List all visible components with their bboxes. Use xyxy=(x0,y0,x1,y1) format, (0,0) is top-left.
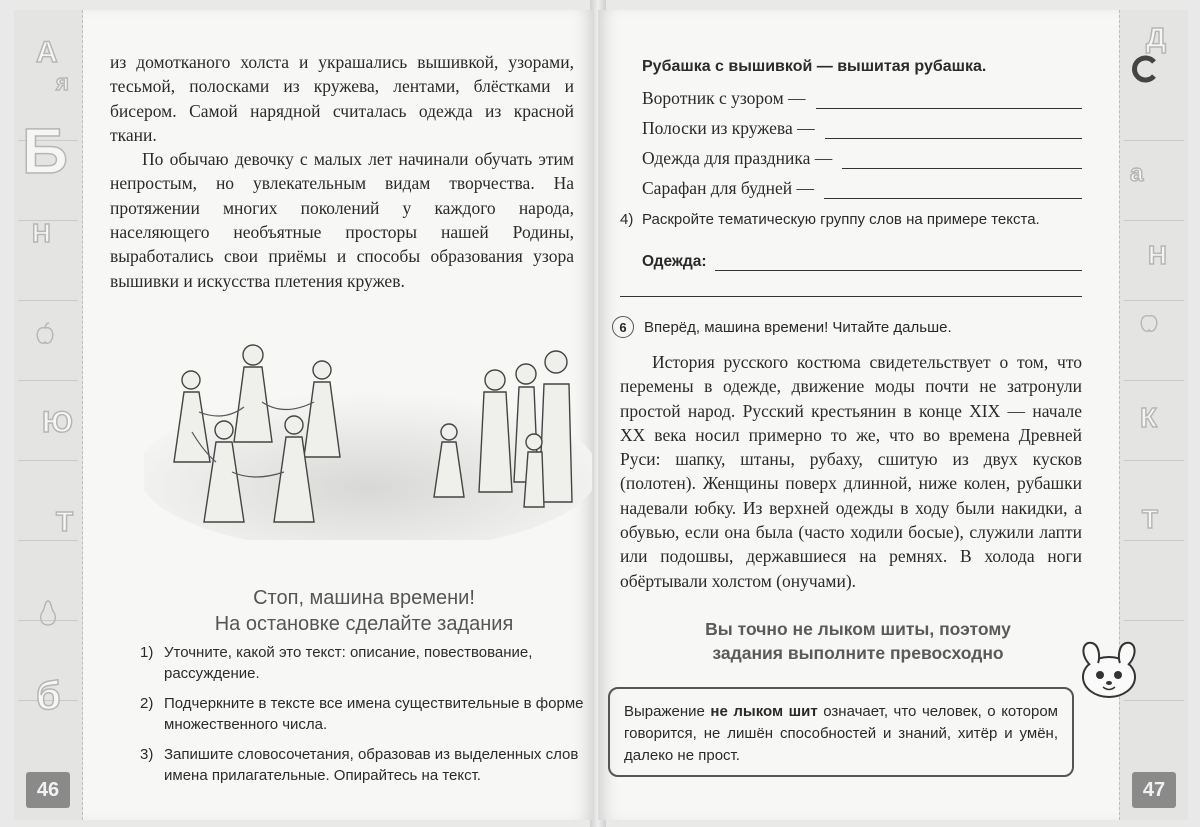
step-number-badge: 6 xyxy=(612,316,634,338)
note-idiom: не лыком шит xyxy=(710,703,818,720)
task-item xyxy=(620,210,1090,230)
task-text: Раскройте тематическую группу слов на примере текста. xyxy=(642,211,1040,228)
task-text: Подчеркните в тексте все имена существительные в форме множественного числа. xyxy=(164,695,584,733)
bunny-mascot-icon xyxy=(1072,635,1146,701)
right-text xyxy=(620,350,1082,593)
answer-line[interactable] xyxy=(620,296,1082,297)
page-number: 46 xyxy=(26,772,70,808)
margin-letter: Д xyxy=(1146,22,1166,53)
apple-icon xyxy=(34,322,56,346)
margin-letter: К xyxy=(1140,402,1158,433)
c-shape-icon xyxy=(1130,54,1160,84)
step-title: Вперёд, машина времени! Читайте дальше. xyxy=(644,318,952,336)
margin-letter: А xyxy=(36,36,58,69)
note-text: Выражение xyxy=(624,703,711,720)
stop-heading-line: Стоп, машина времени! xyxy=(253,587,475,609)
fill-label: Воротник с узором — xyxy=(642,88,806,108)
margin-letter: я xyxy=(56,70,69,95)
paragraph: По обычаю девочку с малых лет начинали обучать этим непростым, но увлекательным видам творчества. На протяжении многих поколений у каждого народа, населяющего необъятные просторы нашей Родины, выработались свои приёмы и способы образования узора вышивки и искусства плетения кружев. xyxy=(110,149,574,291)
fill-row xyxy=(642,178,1082,199)
example-title: Рубашка с вышивкой — вышитая рубашка. xyxy=(642,58,987,75)
promo-heading xyxy=(628,617,1088,665)
task-number: 4) xyxy=(620,211,634,228)
pear-icon xyxy=(36,598,60,628)
clothing-label: Одежда: xyxy=(642,253,707,270)
fill-row xyxy=(642,88,1082,109)
margin-letter: Т xyxy=(1142,504,1158,534)
task-item xyxy=(140,693,594,735)
step-heading xyxy=(612,316,952,338)
fill-label: Одежда для праздника — xyxy=(642,148,833,168)
stop-heading-line: На остановке сделайте задания xyxy=(214,613,514,635)
task-text: Запишите словосочетания, образовав из выделенных слов имена прилагательные. Опирайтесь на текст. xyxy=(164,746,579,784)
fill-label: Сарафан для будней — xyxy=(642,178,815,198)
clothing-answer-row xyxy=(642,253,1082,271)
margin-letter: Б xyxy=(22,115,68,187)
answer-line[interactable] xyxy=(816,92,1082,109)
idiom-note-box xyxy=(608,687,1074,777)
paragraph: из домотканого холста и украшались вышивкой, узорами, тесьмой, полосками из кружева, лентами, блёстками и бисером. Самой нарядной считалась одежда из красной ткани. xyxy=(110,52,574,145)
task-list xyxy=(140,642,594,795)
apple-icon xyxy=(1138,310,1160,334)
task-item xyxy=(140,744,594,786)
left-page xyxy=(14,10,594,820)
task-text: Уточните, какой это текст: описание, повествование, рассуждение. xyxy=(164,644,533,682)
task-number: 1) xyxy=(140,644,154,661)
fill-row xyxy=(642,118,1082,139)
task-number: 3) xyxy=(140,746,154,763)
right-page xyxy=(598,10,1188,820)
page-number: 47 xyxy=(1132,772,1176,808)
margin-letter: Т xyxy=(56,506,74,537)
answer-line[interactable] xyxy=(842,152,1082,169)
promo-line: задания выполните превосходно xyxy=(712,643,1004,663)
promo-line: Вы точно не лыком шиты, поэтому xyxy=(705,619,1011,639)
note-text: означает, что человек, о котором говорится, не лишён способностей и знаний, хитёр и умён, далеко не прост. xyxy=(624,703,1058,764)
task-number: 2) xyxy=(140,695,154,712)
paragraph: История русского костюма свидетельствует о том, что перемены в одежде, движение моды почти не затронули простой народ. Русский крестьянин в конце XIX — начале XX века носил примерно то же, что во времена Древней Руси: шапку, штаны, рубаху, сшитую из двух кусков (полотен). Женщины поверх длинной, ниже колен, рубашки надевали юбку. Из верхней одежды в ходу были накидки, а обувью, если она была (часто ходили босые), служили лапти или подошвы, державшиеся на ремнях. В холода ноги обёртывали холстом (онучами). xyxy=(620,352,1082,591)
margin-letter: Ю xyxy=(42,406,73,439)
left-margin-decoration xyxy=(14,10,83,820)
answer-line[interactable] xyxy=(715,256,1082,271)
stop-heading xyxy=(134,585,594,637)
round-dance-illustration xyxy=(144,322,592,540)
left-text xyxy=(110,50,574,293)
fill-row xyxy=(642,148,1082,169)
answer-line[interactable] xyxy=(825,122,1082,139)
margin-letter: Н xyxy=(1148,240,1167,270)
margin-letter: б xyxy=(36,674,61,718)
margin-letter: Н xyxy=(32,218,51,248)
task-item xyxy=(140,642,594,684)
answer-line[interactable] xyxy=(824,182,1082,199)
fill-label: Полоски из кружева — xyxy=(642,118,815,138)
margin-letter: а xyxy=(1130,160,1144,187)
